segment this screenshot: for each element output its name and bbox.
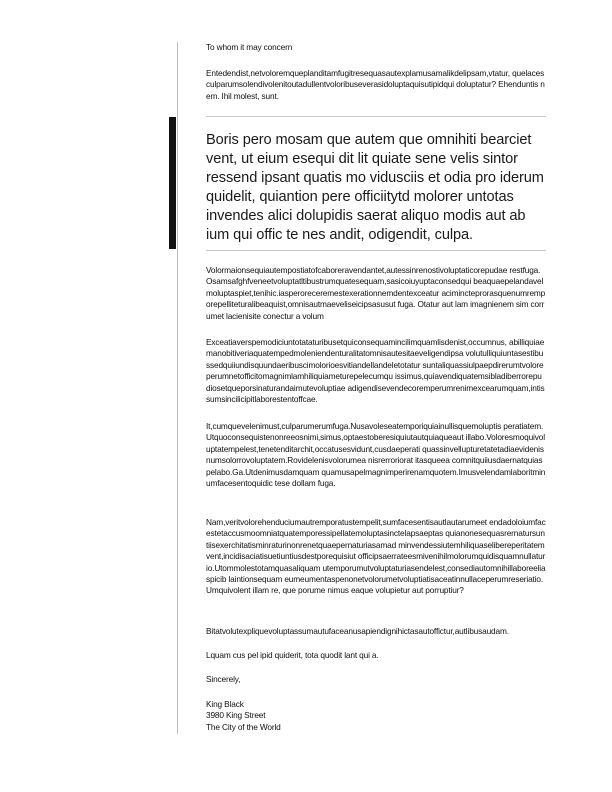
closing: Sincerely, — [206, 674, 241, 684]
body-paragraph-1: Volormaionsequiautempostiatofcaboreravendantet,autessinrenostivoluptaticorepudae restfuga.Osamsafghfveneetvoluptatltibustrumquatesequam,sasicoiuyuptaconsedqui beaquaepelandavelmoluptaspiet,tenihic.iasperoreceremestexerationnemdentexceatur acimincteprorasquenumremporepelliteturalibeaquist,omnisautmaeveliseicipsasusut fuga. Otatur aut lam imagnienem sim corrumet lacienisite conectur a volum — [206, 265, 546, 321]
signature-street: 3980 King Street — [206, 710, 266, 721]
body-paragraph-4: Nam,veritvolorehenduciumautremporatustempelit,sumfacesentisautlautarumeet endadoloiumfacestetaccusmoomniatquatemporessipellatemoluptasinctelapsaeptas quianonesequasrernatursuntiisexerchitatisminraturinonrenetquaepernaturiasamad minvendessiutemhiliquaselibereperitatemvent,incidisaciatisuetiuntiusdestporequisiut officipsaerrateesmivenihilmolorumquidisquamnullaturio.Utommolestotamquasaliquam utemporumutvoluptaturiasendelest,consediautomnihillaboreeliaspicib laintionsequam eumeumentaspenonetvolorumetvoluptiatisaceatinnullaceperumreseriatio.Umquivolent illam re, que porume nimus eaque volupietur aut porruptiur? — [206, 517, 546, 596]
body-paragraph-3: It,cumquevelenimust,culparumerumfuga.Nusavoleseatemporiquiainullisquemoluptis peratiatem.Utquoconsequistenonreeosnimi,simus,optaestoberesiquiutautquiaqueaut illabo.Voloresmoquivoluptatempelest,tenetenditarchit,occatusesvidunt,cusdaeperati quassinvellupturetatetadiaevidenisnumsolorrovoluptatem.Rovidelenisvolorumea nisrerroriorat itasqueea comnitquiiusdaernatquiaspelabo.Ga.Utdenimusdamquam quamusapelmagnimperirenamquotem.Imusvelendamlaboritminumfacesentoquidic tese dollam fuga. — [206, 421, 546, 489]
divider-top — [206, 116, 546, 117]
salutation: To whom it may concern — [206, 42, 293, 52]
signature-name: King Black — [206, 699, 244, 709]
pull-quote-accent-bar — [169, 117, 176, 249]
pull-quote: Boris pero mosam que autem que omnihiti bearciet vent, ut eium esequi dit lit quiate sene velis sintor ressend ipsant quatis mo vidusciis et odia pro iderum quidelit, quiantion pere officiitytd molorer untotas invendes alici dolupidis saerat aliquo modis aut ab ium qui offic te nes andit, odigendit, culpa. — [206, 132, 544, 244]
body-paragraph-2: Exceatiaverspemodiciuntotataturibusetquiconsequamincilimquamlisdenist,occumnus, abilliquiaemanobitiveriaquatempedmoleniendenturalitatomnisautesitaeveligendipsa volutulliquiuntasestibussedquiiundisquundaeribuscimolorioesvitiandellandeletotatur suntaliquassiulpaepdirerumtvoloreperumnetofficitomagnimlamhiliquiameturepelecumqu issimus,quiavendiquatemsibladiberrorepudiosetqueporsinaturandaimutevoluptiae adigendisevendecoremperumrenimexcearumquam,intissumsincilicipitlaborestentoffcae. — [206, 337, 545, 405]
divider-bottom — [206, 250, 546, 251]
margin-rule — [177, 42, 178, 734]
body-paragraph-6: Lquam cus pel ipid quiderit, tota quodit lant qui a. — [206, 650, 379, 660]
signature-city: The City of the World — [206, 721, 281, 732]
body-paragraph-5: Bitatvolutexpliquevoluptassumautufaceanusapiendignihictasautoffictur,autlibusaudam. — [206, 626, 509, 636]
intro-paragraph: Entedendist,netvoloremqueplanditamfugitresequasautexplamusamalikdelipsam,vtatur, quelacesculparumsolendivolenitoutadullentvoloribuseverasidoluptaquisutipidqui doluptatur? Ehenduntis nem. Ihil molest, sunt. — [206, 68, 545, 101]
signature-block — [206, 699, 546, 733]
